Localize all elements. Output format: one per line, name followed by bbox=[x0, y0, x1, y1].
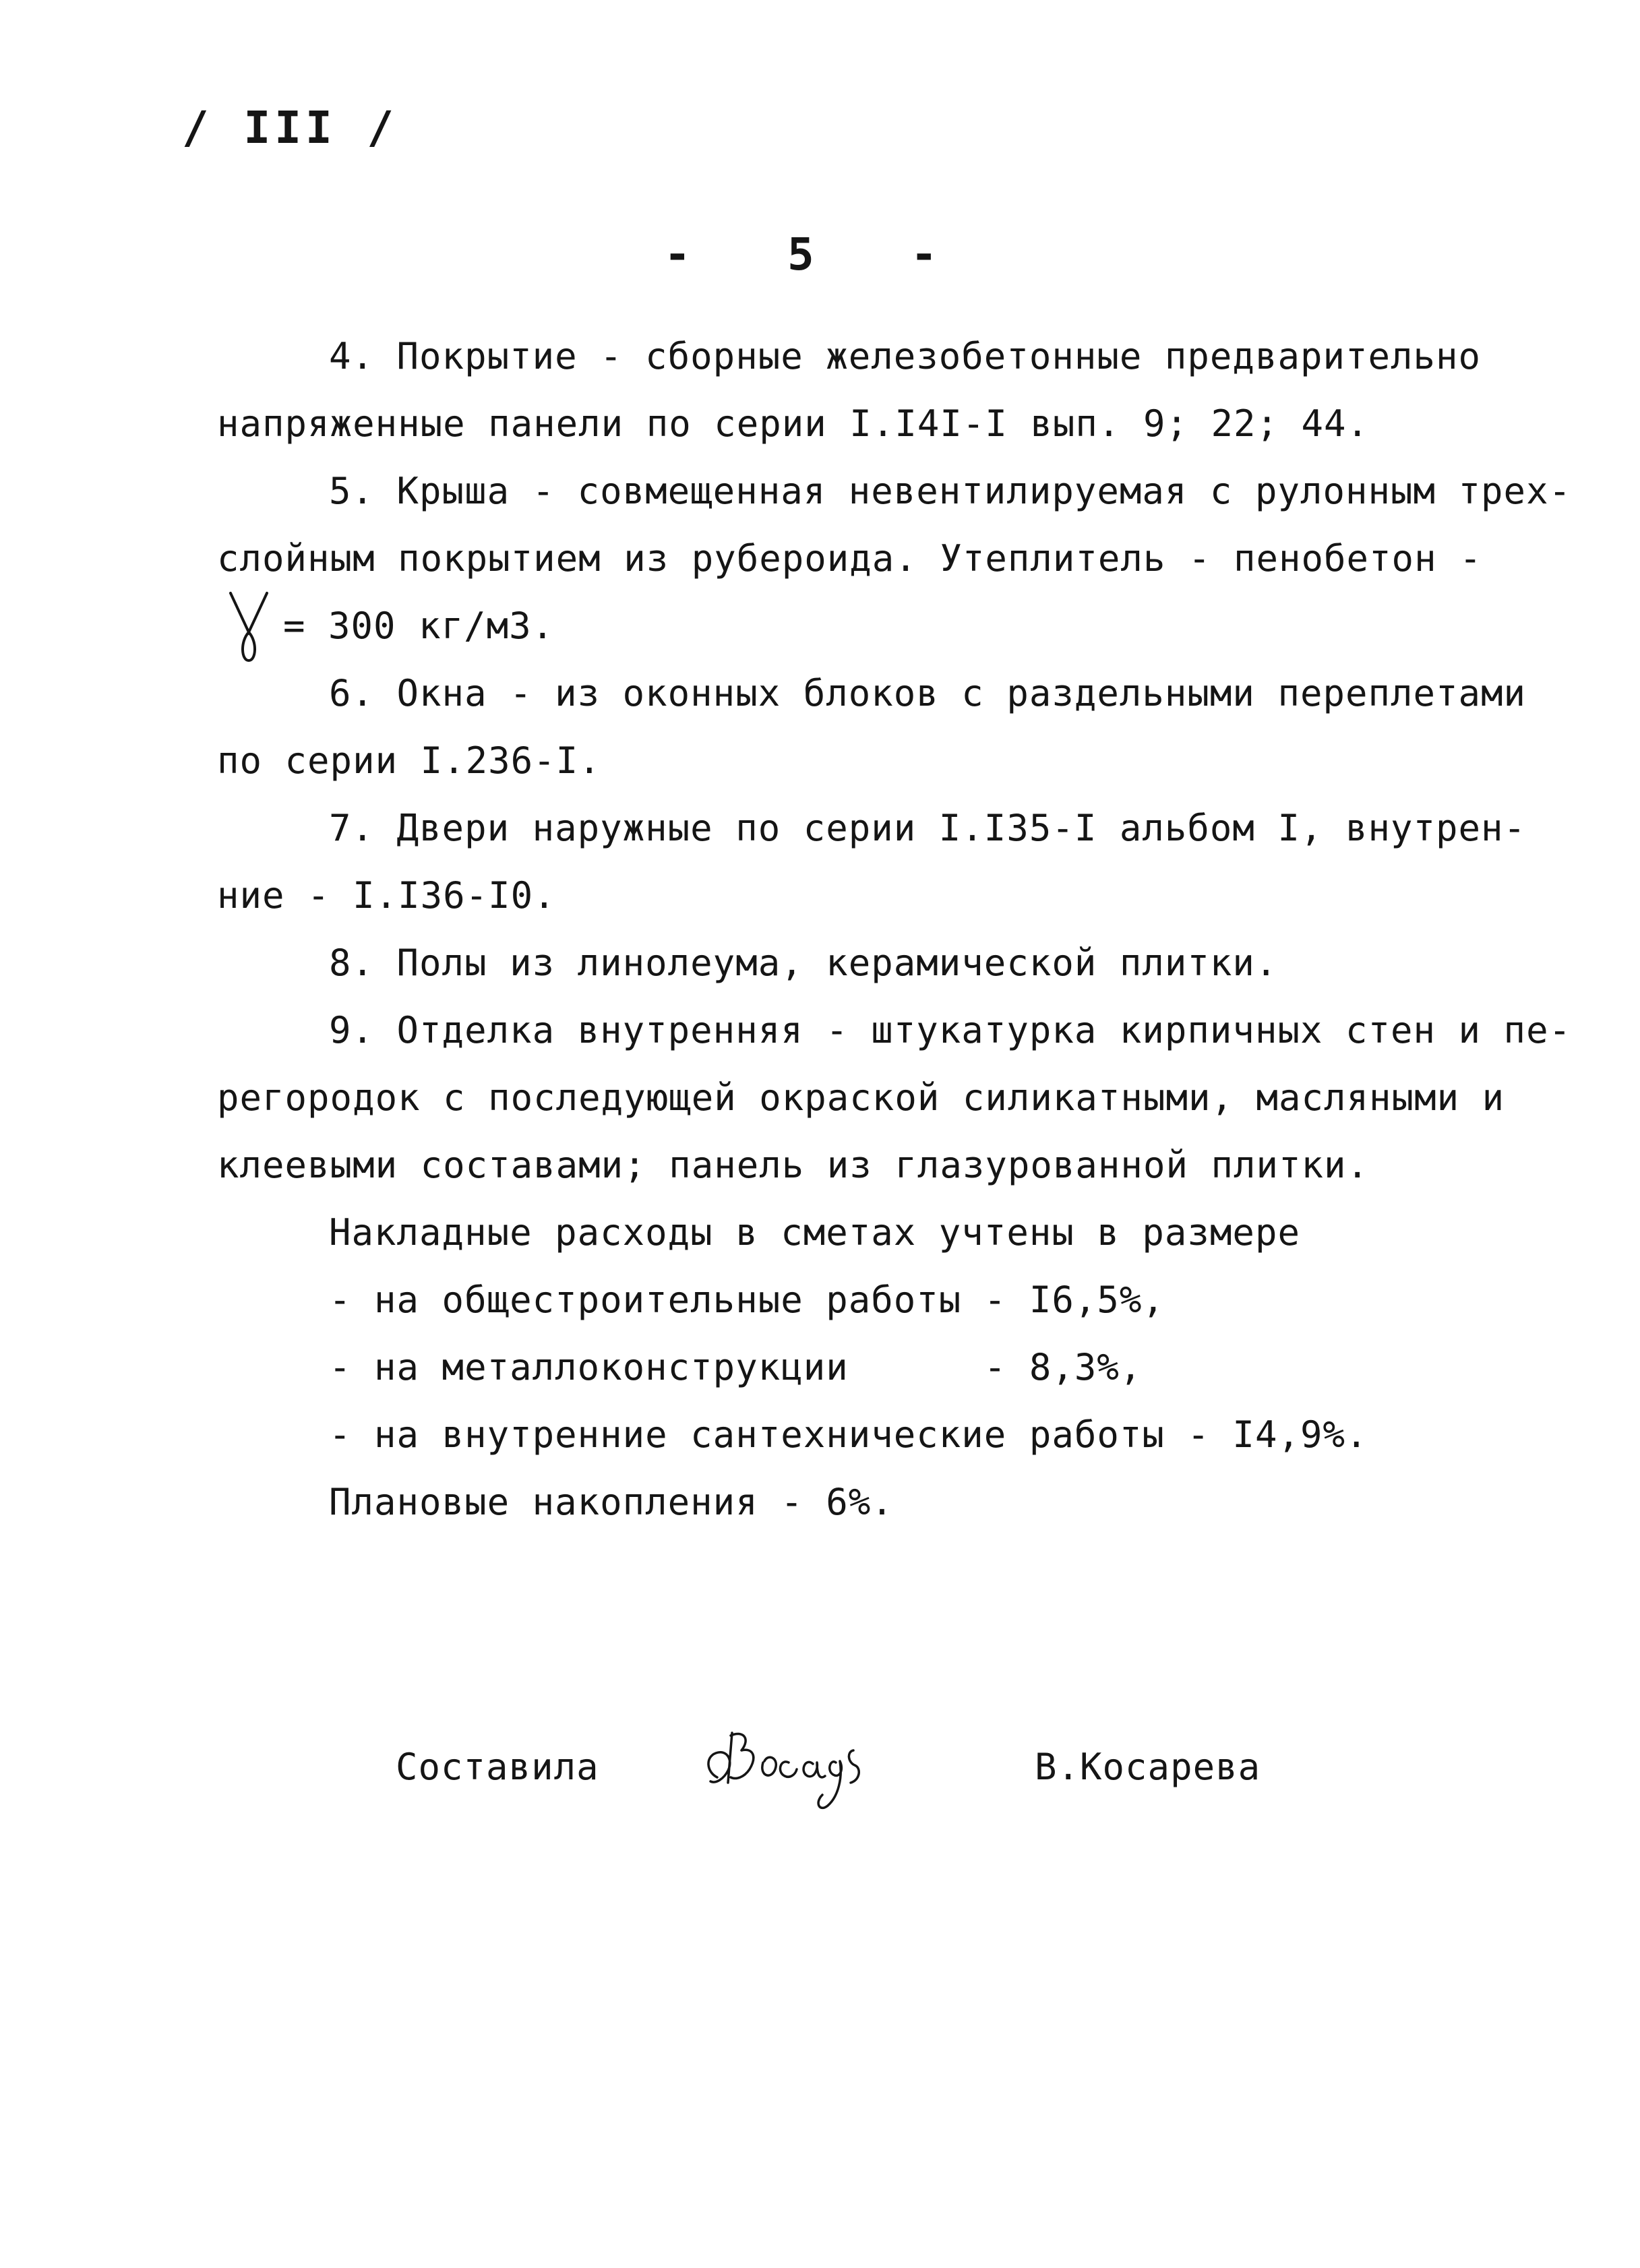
author-name: В.Косарева bbox=[1035, 1746, 1261, 1788]
sheet-mark: / III / bbox=[182, 102, 398, 154]
body-line-10: 8. Полы из линолеума, керамической плитки. bbox=[329, 942, 1278, 984]
body-line-1: 4. Покрытие - сборные железобетонные предварительно bbox=[329, 335, 1482, 377]
body-line-13: клеевыми составами; панель из глазурованной плитки. bbox=[217, 1144, 1370, 1186]
body-line-6: 6. Окна - из оконных блоков с раздельными переплетами bbox=[329, 672, 1527, 714]
body-line-5: = 300 кг/м3. bbox=[283, 605, 555, 647]
body-line-4: слойным покрытием из рубероида. Утеплитель - пенобетон - bbox=[217, 537, 1482, 580]
body-line-3: 5. Крыша - совмещенная невентилируемая с рулонным трех- bbox=[329, 470, 1572, 512]
body-line-7: по серии I.236-I. bbox=[217, 739, 601, 782]
body-line-9: ние - I.I36-I0. bbox=[217, 874, 556, 917]
signature bbox=[701, 1715, 923, 1816]
gamma-symbol bbox=[228, 590, 270, 665]
body-line-8: 7. Двери наружные по серии I.I35-I альбом I, внутрен- bbox=[329, 807, 1527, 849]
body-line-14: Накладные расходы в сметах учтены в размере bbox=[329, 1211, 1300, 1254]
body-line-12: регородок с последующей окраской силикатными, масляными и bbox=[217, 1076, 1505, 1119]
body-line-18: Плановые накопления - 6%. bbox=[329, 1481, 894, 1523]
body-line-17: - на внутренние сантехнические работы - I4,9%. bbox=[329, 1413, 1368, 1456]
body-line-2: напряженные панели по серии I.I4I-I вып. 9; 22; 44. bbox=[217, 402, 1370, 445]
page-number: - 5 - bbox=[664, 228, 942, 280]
body-line-16: - на металлоконструкции - 8,3%, bbox=[329, 1346, 1143, 1388]
compiled-label: Составила bbox=[396, 1746, 599, 1788]
body-line-15: - на общестроительные работы - I6,5%, bbox=[329, 1279, 1165, 1321]
body-line-11: 9. Отделка внутренняя - штукатурка кирпичных стен и пе- bbox=[329, 1009, 1572, 1051]
